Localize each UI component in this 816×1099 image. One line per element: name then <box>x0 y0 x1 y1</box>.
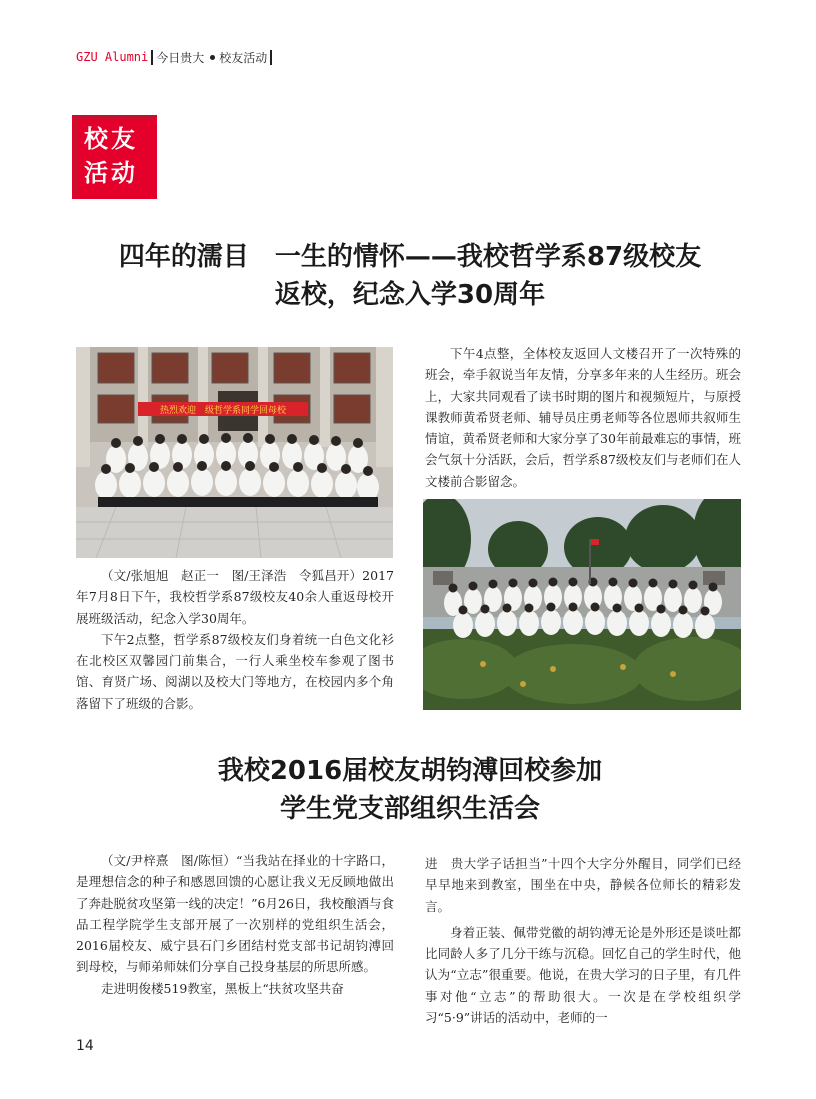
article2-paragraph-3: 身着正装、佩带党徽的胡钧溥无论是外形还是谈吐都比同龄人多了几分干练与沉稳。回忆自己的学生时代，他认为“立志”很重要。他说，在贵大学习的日子里，有几件事对他“立志”的帮助很大。一次是在学校组织学习“5·9”讲话的活动中，老师的一 <box>425 924 741 1026</box>
header-brand: GZU Alumni <box>76 50 149 64</box>
article2-title-line1: 我校2016届校友胡钧溥回校参加 <box>217 756 603 786</box>
section-tag-line1: 校友 <box>84 125 138 153</box>
article1-right-column <box>425 343 741 492</box>
page-number: 14 <box>76 1038 94 1054</box>
header-bullet-icon <box>210 55 215 60</box>
article1-title <box>60 238 760 314</box>
article2-right-column <box>425 853 741 1028</box>
article1-left-column <box>76 565 394 714</box>
article2-paragraph-2-continued: 进 贵大学子话担当”十四个大字分外醒目，同学们已经早早地来到教室，围坐在中央，静候各位师长的精彩发言。 <box>425 856 741 914</box>
article2-paragraph-1: （文/尹梓熹 图/陈恒）“当我站在择业的十字路口，是理想信念的种子和感恩回馈的心愿让我义无反顾地做出了奔赴脱贫攻坚第一线的决定！”6月26日，我校酿酒与食品工程学院学生支部开展了一次别样的党组织生活会，2016届校友、威宁县石门乡团结村党支部书记胡钧溥回到母校，与师弟师妹们分享自己投身基层的所思所感。 <box>76 853 394 975</box>
header-divider-end <box>270 50 272 65</box>
running-header <box>76 47 275 67</box>
alumni-group-photo-building <box>76 347 393 558</box>
article1-title-line2: 返校，纪念入学30周年 <box>274 280 546 310</box>
header-subsection: 校友活动 <box>219 50 268 65</box>
article1-paragraph-1: （文/张旭旭 赵正一 图/王泽浩 令狐昌开）2017年7月8日下午，我校哲学系87级校友40余人重返母校开展班级活动，纪念入学30周年。 <box>76 568 394 626</box>
alumni-group-photo-garden <box>423 499 741 710</box>
section-tag <box>73 116 156 198</box>
article2-title <box>60 752 760 828</box>
article1-title-line1: 四年的濡目 一生的情怀——我校哲学系87级校友 <box>118 242 702 272</box>
photo1-banner-text: 热烈欢迎 级哲学系同学回母校 <box>159 406 287 416</box>
article1-paragraph-3: 下午4点整，全体校友返回人文楼召开了一次特殊的班会，牵手叙说当年友情，分享多年来的人生经历。班会上，大家共同观看了读书时期的图片和视频短片，与原授课教师黄希贤老师、辅导员庄勇老师等各位恩师共叙师生情谊，黄希贤老师和大家分享了30年前最难忘的事情，班会气氛十分活跃，会后，哲学系87级校友们与老师们在人文楼前合影留念。 <box>425 346 741 489</box>
header-section: 今日贵大 <box>156 50 205 65</box>
section-tag-line2: 活动 <box>84 159 138 187</box>
article2-left-column <box>76 850 394 999</box>
article2-title-line2: 学生党支部组织生活会 <box>279 794 540 824</box>
article2-paragraph-2: 走进明俊楼519教室，黑板上“扶贫攻坚共奋 <box>101 980 344 996</box>
header-divider <box>151 50 153 65</box>
article1-paragraph-2: 下午2点整，哲学系87级校友们身着统一白色文化衫在北校区双馨园门前集合，一行人乘坐校车参观了图书馆、育贤广场、阅湖以及校大门等地方，在校园内多个角落留下了班级的合影。 <box>76 631 394 711</box>
